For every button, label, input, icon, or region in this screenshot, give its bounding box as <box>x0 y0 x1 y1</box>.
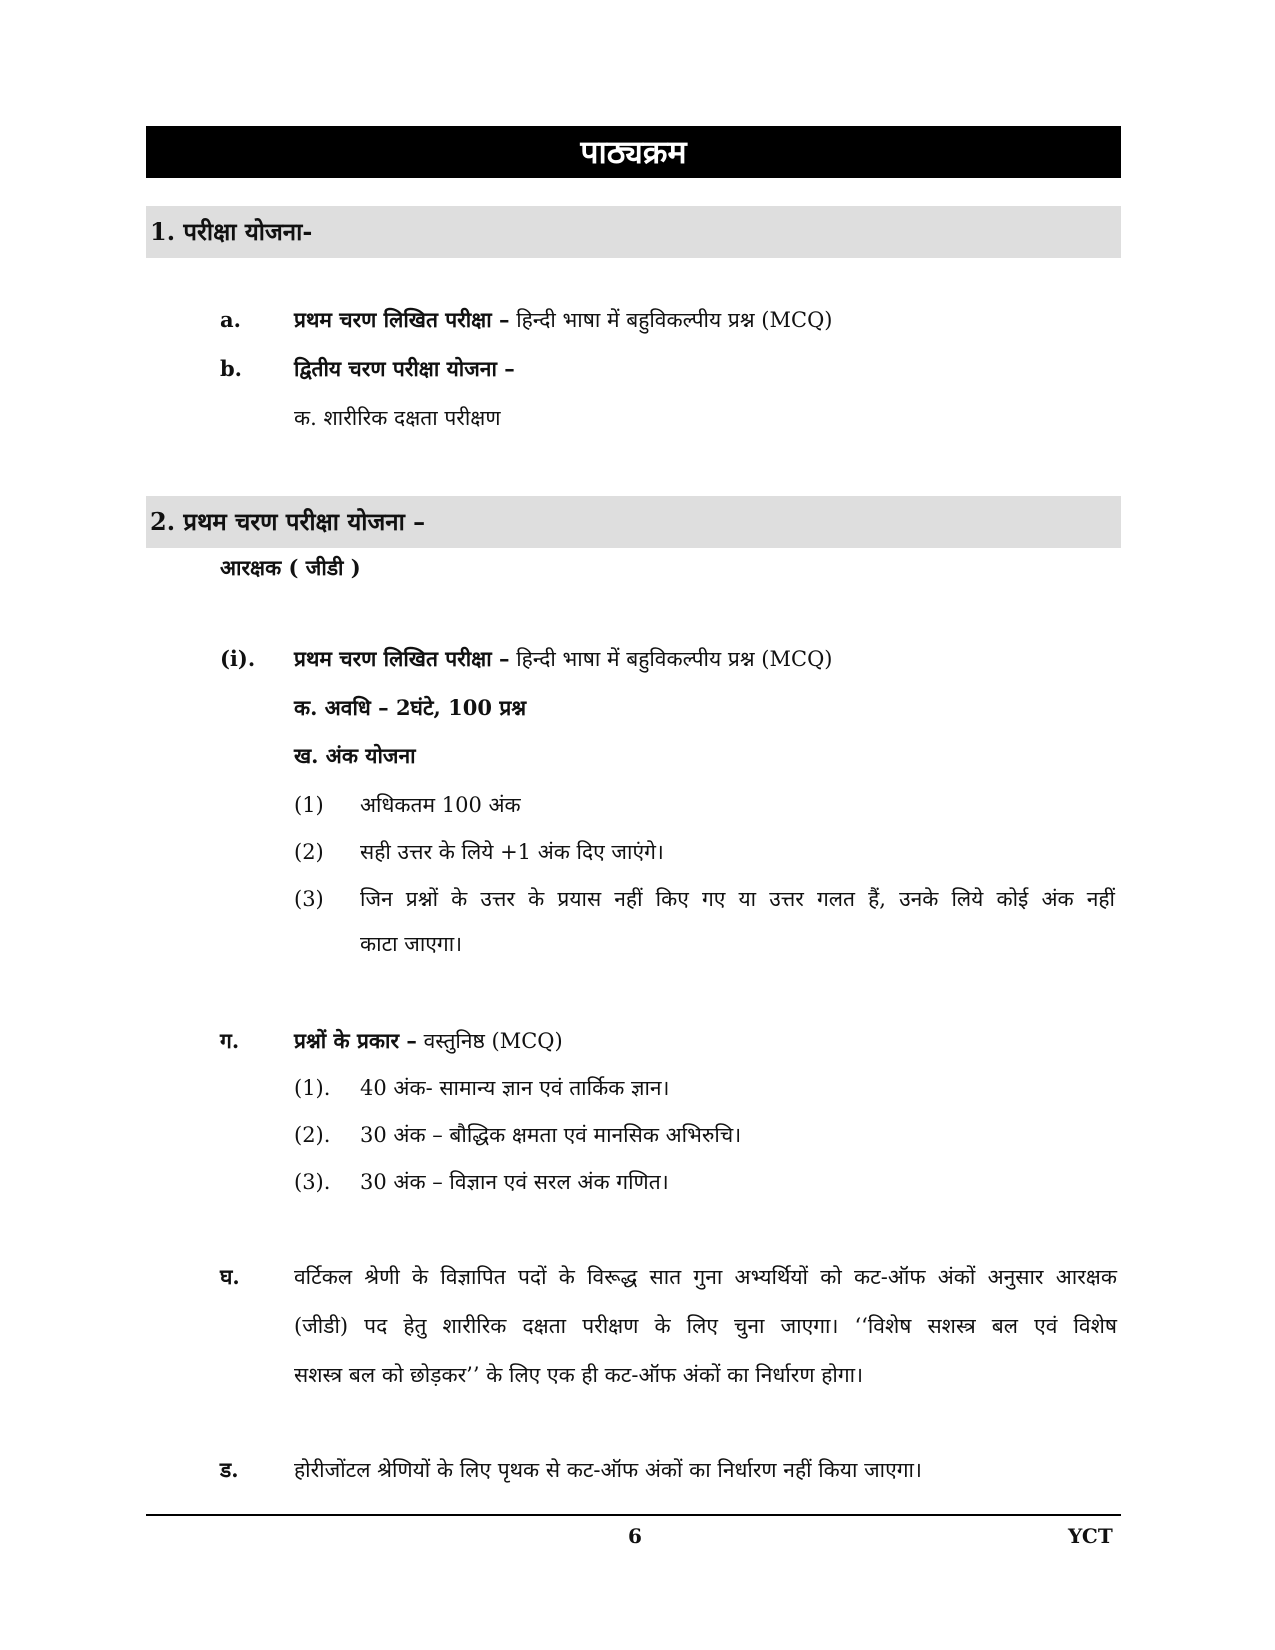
item-ga <box>294 1026 563 1056</box>
marking-text-line1: जिन प्रश्नों के उत्तर के प्रयास नहीं किए गए या उत्तर गलत हैं, उनके लिये कोई अंक नहीं <box>360 887 1115 911</box>
marking-heading: ख. अंक योजना <box>294 743 416 768</box>
page-title: पाठ्यक्रम <box>146 126 1121 178</box>
item-i-text: हिन्दी भाषा में बहुविकल्पीय प्रश्न (MCQ) <box>516 647 833 671</box>
section-2-header <box>146 496 1121 548</box>
section-2-heading: 2. प्रथम चरण परीक्षा योजना – <box>150 507 426 536</box>
footer-rule <box>146 1514 1121 1516</box>
item-b-marker: b. <box>220 356 242 381</box>
item-ga-marker: ग. <box>220 1028 240 1053</box>
page-number: 6 <box>628 1524 642 1548</box>
question-type-num: (2). <box>294 1123 331 1147</box>
section-1-header <box>146 206 1121 258</box>
question-type-text: 30 अंक – विज्ञान एवं सरल अंक गणित। <box>360 1170 669 1194</box>
footer-brand: YCT <box>1068 1524 1113 1548</box>
post-name: आरक्षक ( जीडी ) <box>220 555 361 580</box>
item-gha-line2: (जीडी) पद हेतु शारीरिक दक्षता परीक्षण के लिए चुना जाएगा। ‘‘विशेष सशस्त्र बल एवं विशेष <box>294 1314 1117 1338</box>
item-gha-marker: घ. <box>220 1264 240 1289</box>
marking-num: (3) <box>294 887 324 911</box>
item-b-sub: क. शारीरिक दक्षता परीक्षण <box>294 406 501 430</box>
item-a <box>294 305 832 335</box>
item-da-marker: ड. <box>220 1457 239 1482</box>
duration: क. अवधि – 2घंटे, 100 प्रश्न <box>294 695 527 720</box>
question-type-text: 30 अंक – बौद्धिक क्षमता एवं मानसिक अभिरुचि। <box>360 1123 742 1147</box>
item-i <box>294 644 832 674</box>
item-b-title: द्वितीय चरण परीक्षा योजना – <box>294 356 515 381</box>
marking-num: (1) <box>294 793 324 817</box>
item-gha-line3: सशस्त्र बल को छोड़कर’’ के लिए एक ही कट-ऑफ अंकों का निर्धारण होगा। <box>294 1363 864 1387</box>
marking-text: अधिकतम 100 अंक <box>360 793 521 817</box>
question-type-num: (1). <box>294 1076 331 1100</box>
item-da-text: होरीजोंटल श्रेणियों के लिए पृथक से कट-ऑफ अंकों का निर्धारण नहीं किया जाएगा। <box>294 1458 922 1482</box>
item-a-title: प्रथम चरण लिखित परीक्षा – <box>294 307 510 332</box>
item-i-title: प्रथम चरण लिखित परीक्षा – <box>294 646 510 671</box>
question-type-text: 40 अंक- सामान्य ज्ञान एवं तार्किक ज्ञान। <box>360 1076 670 1100</box>
marking-num: (2) <box>294 840 324 864</box>
item-a-text: हिन्दी भाषा में बहुविकल्पीय प्रश्न (MCQ) <box>516 308 833 332</box>
item-ga-title: प्रश्नों के प्रकार – <box>294 1028 417 1053</box>
marking-text-line2: काटा जाएगा। <box>360 932 463 956</box>
item-a-marker: a. <box>220 307 241 332</box>
question-type-num: (3). <box>294 1170 331 1194</box>
item-gha-line1: वर्टिकल श्रेणी के विज्ञापित पदों के विरूद्ध सात गुना अभ्यर्थियों को कट-ऑफ अंकों अनुसार आरक्षक <box>294 1265 1117 1289</box>
item-i-marker: (i). <box>220 646 256 671</box>
marking-text: सही उत्तर के लिये +1 अंक दिए जाएंगे। <box>360 840 664 864</box>
section-1-heading: 1. परीक्षा योजना- <box>150 217 313 246</box>
item-ga-text: वस्तुनिष्ठ (MCQ) <box>423 1029 563 1053</box>
